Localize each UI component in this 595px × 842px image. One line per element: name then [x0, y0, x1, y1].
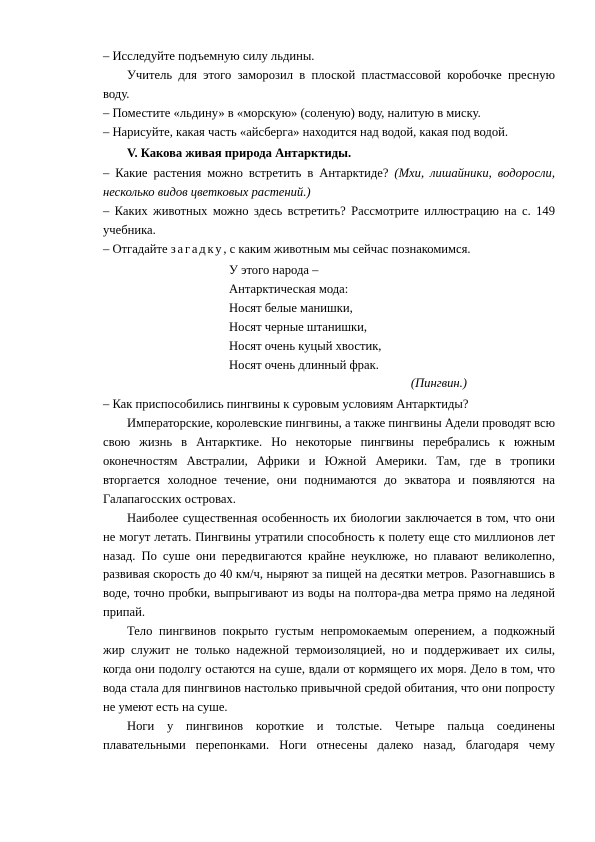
- riddle-line: Антарктическая мода:: [229, 281, 349, 296]
- question-riddle-after: , с каким животным мы сейчас познакомимся.: [223, 242, 471, 257]
- riddle-poem: [229, 261, 555, 374]
- question-riddle-before: – Отгадайте: [103, 242, 171, 257]
- instruction-lift-force: – Исследуйте подъемную силу льдины.: [103, 49, 315, 63]
- riddle-line: Носят очень длинный фрак.: [229, 357, 379, 372]
- instruction-place-ice: – Поместите «льдину» в «морскую» (соленую) воду, налитую в миску.: [103, 105, 481, 120]
- document-page: [103, 47, 555, 755]
- question-riddle: [103, 240, 555, 259]
- paragraph-habitat: Императорские, королевские пингвины, а также пингвины Адели проводят всю свою жизнь в Антарктике. Но некоторые пингвины перебрались к южным оконечностям Австралии, Африки и Южной Америки. Там, где в тропики вторгается холодное течение, они поднимаются до экватора и появляются на Галапагосских островах.: [103, 416, 555, 506]
- riddle-answer: (Пингвин.): [410, 376, 467, 391]
- riddle-line: Носят белые манишки,: [229, 300, 353, 315]
- riddle-line: Носят черные штанишки,: [229, 319, 368, 334]
- section-heading: V. Какова живая природа Антарктиды.: [127, 145, 352, 160]
- riddle-line: У этого народа –: [229, 262, 319, 277]
- question-riddle-spaced-word: загадку: [170, 242, 224, 257]
- question-plants: [103, 164, 555, 202]
- paragraph-legs: Ноги у пингвинов короткие и толстые. Четыре пальца соединены плавательными перепонками. Ноги отнесены далеко назад, благодаря чему: [103, 718, 555, 752]
- paragraph-plumage: Тело пингвинов покрыто густым непромокаемым оперением, а подкожный жир служит не только надежной термоизоляцией, но и поддерживает их силы, когда они подолгу остаются на суше, вдали от кормящего их моря. Дело в том, что вода стала для пингвинов настолько привычной средой обитания, что они попросту не умеют есть на суше.: [103, 624, 555, 714]
- question-adaptation: – Как приспособились пингвины к суровым условиям Антарктиды?: [103, 397, 469, 412]
- teacher-note: Учитель для этого заморозил в плоской пластмассовой коробочке пресную воду.: [103, 67, 555, 101]
- paragraph-biology: Наиболее существенная особенность их биологии заключается в том, что они не могут летать. Пингвины утратили способность к полету еще сто миллионов лет назад. По суше они передвигаются крайне неуклюже, но плавают великолепно, развивая скорость до 40 км/ч, ныряют за пищей на десятки метров. Разогнавшись в воде, точно пробки, выпрыгивают из воды на полтора-два метра прямо на ледяной припай.: [103, 510, 555, 620]
- question-animals: – Каких животных можно здесь встретить? Рассмотрите иллюстрацию на с. 149 учебника.: [103, 204, 555, 238]
- riddle-line: Носят очень куцый хвостик,: [229, 338, 382, 353]
- question-plants-text: – Какие растения можно встретить в Антарктиде?: [103, 166, 395, 181]
- question-plants-answer: (Мхи, лишайники, водоросли, несколько видов цветковых растений.): [103, 166, 555, 200]
- instruction-draw-iceberg: – Нарисуйте, какая часть «айсберга» находится над водой, какая под водой.: [103, 124, 509, 139]
